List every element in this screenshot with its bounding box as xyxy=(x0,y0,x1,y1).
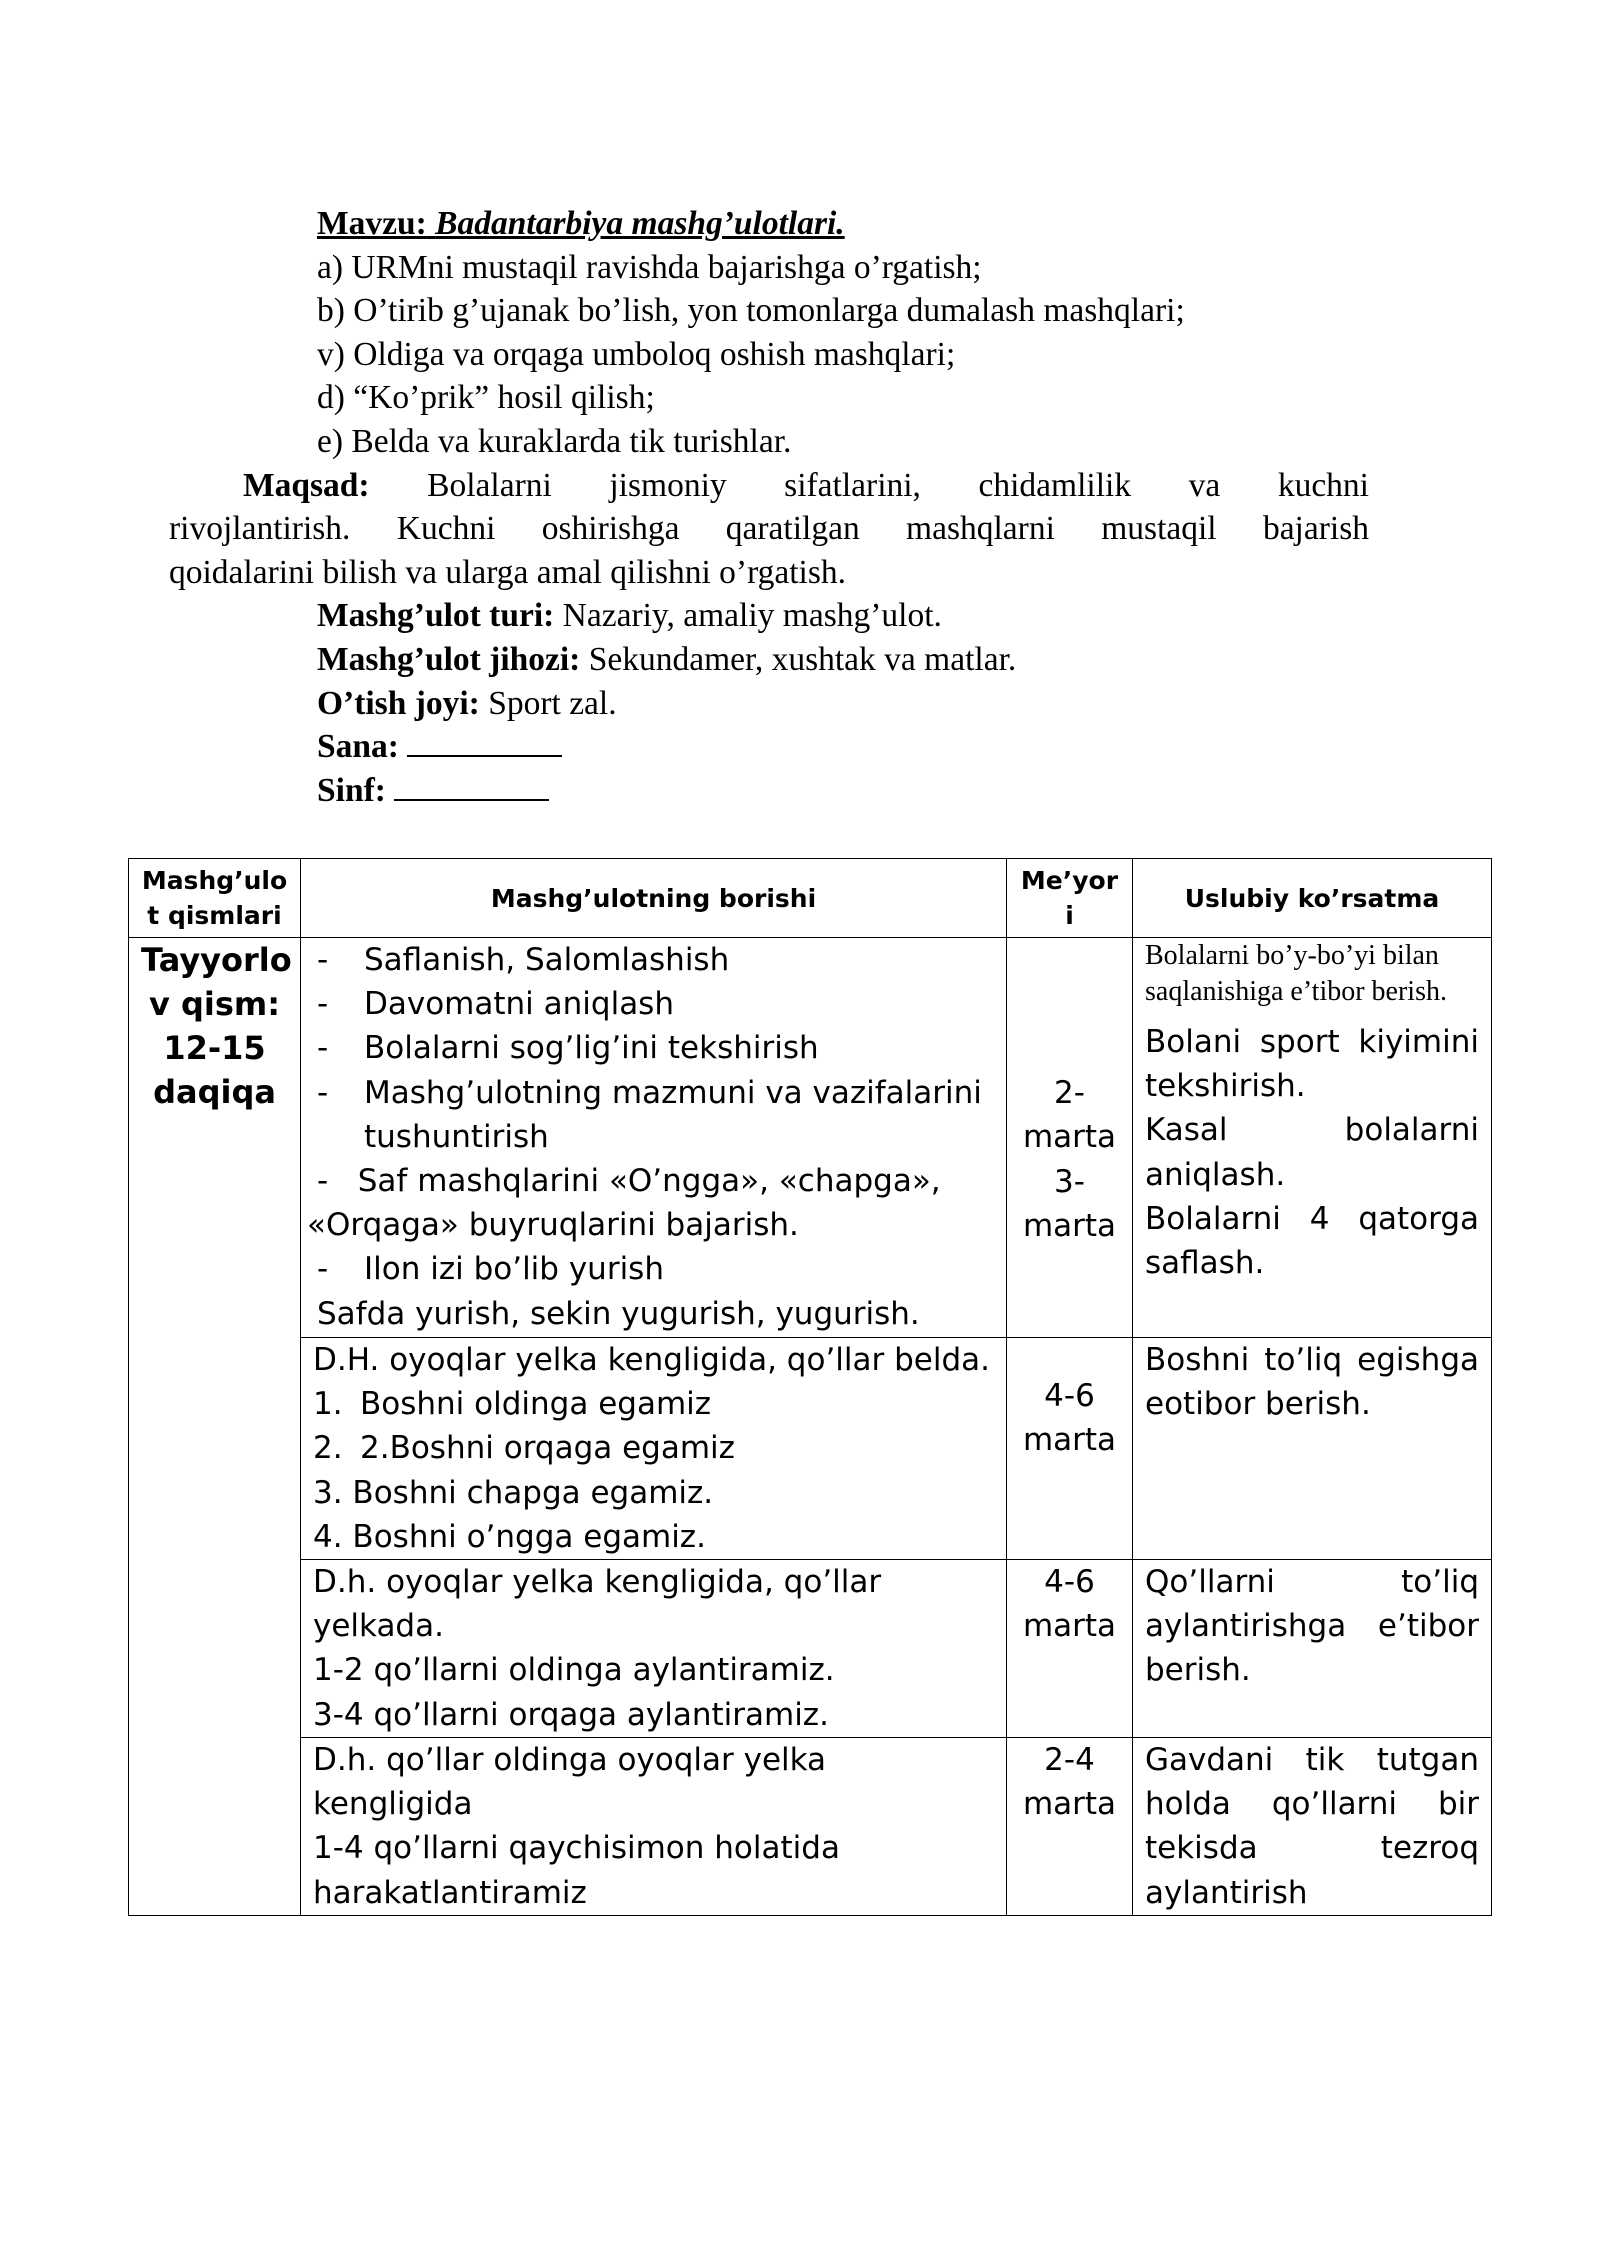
objective-b: b) O’tirib g’ujanak bo’lish, yon tomonlarga dumalash mashqlari; xyxy=(317,292,1185,330)
equipment-label: Mashg’ulot jihozi: xyxy=(317,640,581,678)
equipment-value: Sekundamer, xushtak va matlar. xyxy=(588,640,1017,678)
class-blank-line xyxy=(394,771,549,801)
list-item: 3. Boshni chapga egamiz. xyxy=(313,1474,714,1511)
table-row xyxy=(129,1738,1492,1916)
list-item: - Ilon izi bo’lib yurish xyxy=(317,1251,664,1288)
class-label: Sinf: xyxy=(317,771,386,809)
table-row xyxy=(129,938,1492,1338)
table-header-row xyxy=(129,859,1492,938)
lesson-type-value: Nazariy, amaliy mashg’ulot. xyxy=(562,597,942,635)
topic-label: Mavzu: xyxy=(317,205,427,242)
list-item: - Bolalarni sog’lig’ini tekshirish xyxy=(317,1030,819,1067)
objective-d: d) “Ko’prik” hosil qilish; xyxy=(317,379,655,417)
lesson-place xyxy=(243,682,1443,726)
list-item: - Saflanish, Salomlashish xyxy=(317,942,730,978)
dose-cell: 4-6 marta xyxy=(1007,1338,1133,1560)
goal-label: Maqsad: xyxy=(243,466,370,504)
list-item: 4. Boshni o’ngga egamiz. xyxy=(313,1518,706,1555)
header-method: Uslubiy ko’rsatma xyxy=(1133,859,1492,938)
table-row xyxy=(129,1560,1492,1738)
objective-e: e) Belda va kuraklarda tik turishlar. xyxy=(317,422,792,460)
list-item: - Saf mashqlarini «O’ngga», «chapga», xyxy=(317,1163,941,1200)
lesson-type xyxy=(243,594,1443,638)
lesson-part-cell: Tayyorlo v qism: 12-15 daqiqa xyxy=(129,938,301,1916)
method-cell: Qo’llarni to’liq aylantirishga e’tibor berish. xyxy=(1133,1560,1492,1738)
lesson-plan-table xyxy=(128,858,1492,1916)
place-value: Sport zal. xyxy=(488,684,617,722)
method-cell: Boshni to’liq egishga eotibor berish. xyxy=(1133,1338,1492,1560)
method-note: Bolalarni bo’y-bo’yi bilan saqlanishiga e’tibor berish. xyxy=(1145,940,1447,1007)
goal-text-1: Bolalarni jismoniy sifatlarini, chidamlilik va kuchni xyxy=(427,466,1369,504)
process-cell xyxy=(301,938,1007,1338)
lesson-header xyxy=(169,202,1443,812)
topic-title: Badantarbiya mashg’ulotlari. xyxy=(435,205,845,242)
lesson-equipment xyxy=(243,638,1443,682)
goal-line-2: rivojlantirish. Kuchni oshirishga qaratilgan mashqlarni mustaqil bajarish xyxy=(169,510,1369,548)
dose-cell: 2-4 marta xyxy=(1007,1738,1133,1916)
process-cell: D.h. qo’llar oldinga oyoqlar yelka kengligida 1-4 qo’llarni qaychisimon holatida harakatlantiramiz xyxy=(301,1738,1007,1916)
date-label: Sana: xyxy=(317,728,399,766)
date-field xyxy=(243,725,1443,769)
list-item: - Mashg’ulotning mazmuni va vazifalarini tushuntirish xyxy=(317,1074,982,1155)
lesson-type-label: Mashg’ulot turi: xyxy=(317,597,555,635)
method-cell: Gavdani tik tutgan holda qo’llarni bir tekisda tezroq aylantirish xyxy=(1133,1738,1492,1916)
list-item: Safda yurish, sekin yugurish, yugurish. xyxy=(317,1295,920,1332)
process-cell: D.h. oyoqlar yelka kengligida, qo’llar yelkada. 1-2 qo’llarni oldinga aylantiramiz. 3-4 qo’llarni orqaga aylantiramiz. xyxy=(301,1560,1007,1738)
objective-v: v) Oldiga va orqaga umboloq oshish mashqlari; xyxy=(317,335,956,373)
date-blank-line xyxy=(407,727,562,757)
list-item-continuation: «Orqaga» buyruqlarini bajarish. xyxy=(307,1207,799,1244)
header-process: Mashg’ulotning borishi xyxy=(301,859,1007,938)
class-field xyxy=(243,769,1443,813)
goal-line-3: qoidalarini bilish va ularga amal qilishni o’rgatish. xyxy=(169,553,847,591)
header-parts: Mashg’ulo t qismlari xyxy=(129,859,301,938)
header-dose: Me’yor i xyxy=(1007,859,1133,938)
dose-cell: 4-6 marta xyxy=(1007,1560,1133,1738)
process-cell: D.H. oyoqlar yelka kengligida, qo’llar belda. 1. Boshni oldinga egamiz 2. 2.Boshni orqaga egamiz 3. Boshni chapga egamiz. 4. Boshni o’ngga egamiz. xyxy=(301,1338,1007,1560)
table-row xyxy=(129,1338,1492,1560)
list-item: 1. Boshni oldinga egamiz xyxy=(313,1386,712,1423)
objective-a: a) URMni mustaqil ravishda bajarishga o’rgatish; xyxy=(317,248,982,286)
place-label: O’tish joyi: xyxy=(317,684,480,722)
goal-line-1 xyxy=(169,464,1369,508)
dose-cell: 2- marta 3- marta xyxy=(1007,938,1133,1338)
method-cell: Bolalarni bo’y-bo’yi bilan saqlanishiga e’tibor berish. Bolani sport kiyimini tekshirish. Kasal bolalarni aniqlash. Bolalarni 4 qatorga saflash. xyxy=(1133,938,1492,1338)
list-item: - Davomatni aniqlash xyxy=(317,986,674,1023)
topic-line xyxy=(243,202,1443,246)
list-item: 2. 2.Boshni orqaga egamiz xyxy=(313,1430,735,1467)
